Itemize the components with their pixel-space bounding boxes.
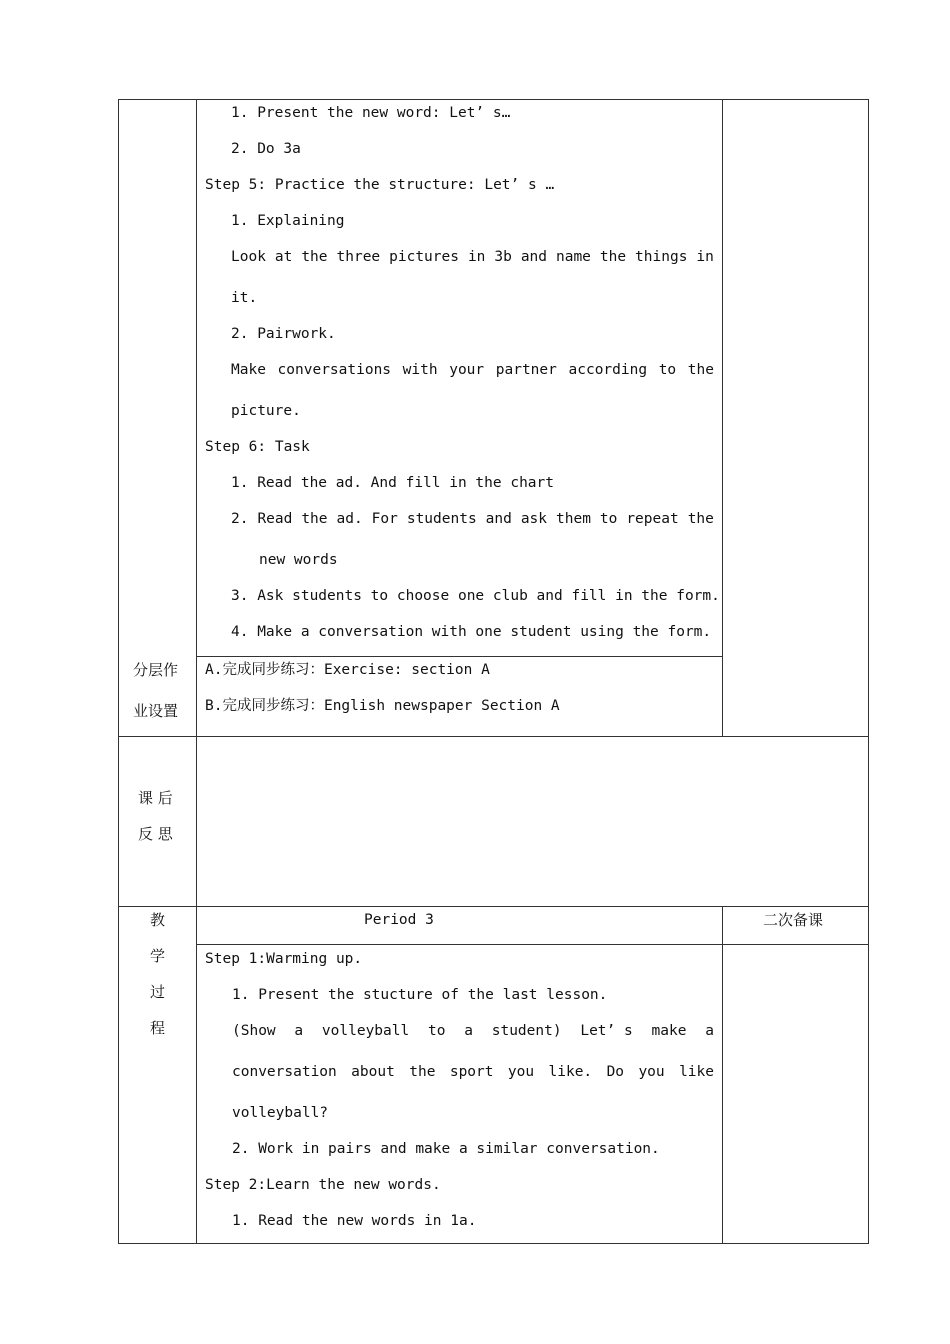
column-divider-notes-bottom [722,906,723,1244]
process-label-char4: 程 [150,1019,166,1037]
table-left-border [118,99,119,1244]
row-divider-homework [196,656,723,657]
task-item-3: 3. Ask students to choose one club and fill in the form. [231,588,720,604]
task-item-1: 1. Read the ad. And fill in the chart [231,475,555,491]
step-1-item-2: 2. Work in pairs and make a similar conversation. [232,1141,660,1157]
column-divider-notes-top [722,99,723,737]
homework-item-b: B.完成同步练习：English newspaper Section A [205,698,560,714]
explaining-text-line: Look at the three pictures in 3b and name the things in [231,249,714,265]
reflection-label-line1: 课 后 [138,789,173,807]
row-divider-process [118,906,869,907]
step-5-heading: Step 5: Practice the structure: Let’ s … [205,177,555,193]
homework-label-line2: 业设置 [133,702,179,720]
process-label-char2: 学 [150,947,166,965]
step-1-heading: Step 1:Warming up. [205,951,363,967]
task-item-2-end: new words [259,552,338,568]
second-prep-heading: 二次备课 [763,911,824,929]
step-6-heading: Step 6: Task [205,439,310,455]
column-divider-label [196,99,197,1244]
homework-label-line1: 分层作 [133,661,179,679]
task-item-4: 4. Make a conversation with one student using the form. [231,624,712,640]
process-label-char1: 教 [150,911,166,929]
step-item-do-3a: 2. Do 3a [231,141,301,157]
step-1-conversation-line: conversation about the sport you like. Do you like [232,1064,714,1080]
row-divider-period [196,944,869,945]
task-item-2: 2. Read the ad. For students and ask them to repeat the [231,511,714,527]
table-top-border [118,99,869,100]
homework-item-a: A.完成同步练习：Exercise: section A [205,662,490,678]
step-item-present-word: 1. Present the new word: Let’ s… [231,105,511,121]
row-divider-reflection [118,736,869,737]
table-bottom-border [118,1243,869,1244]
process-label-char3: 过 [150,983,166,1001]
step-1-show-line: (Show a volleyball to a student) Let’ s make a [232,1023,714,1039]
pairwork-text-line: Make conversations with your partner according to the [231,362,714,378]
step-2-item-1: 1. Read the new words in 1a. [232,1213,477,1229]
explaining-text-end: it. [231,290,258,306]
step-1-volleyball-line: volleyball? [232,1105,329,1121]
step-1-item-1: 1. Present the stucture of the last lesson. [232,987,608,1003]
step-2-heading: Step 2:Learn the new words. [205,1177,441,1193]
table-right-border [868,99,869,1244]
step-item-explaining: 1. Explaining [231,213,345,229]
pairwork-text-end: picture. [231,403,301,419]
reflection-label-line2: 反 思 [138,825,173,843]
period-title: Period 3 [364,912,434,928]
step-item-pairwork: 2. Pairwork. [231,326,336,342]
